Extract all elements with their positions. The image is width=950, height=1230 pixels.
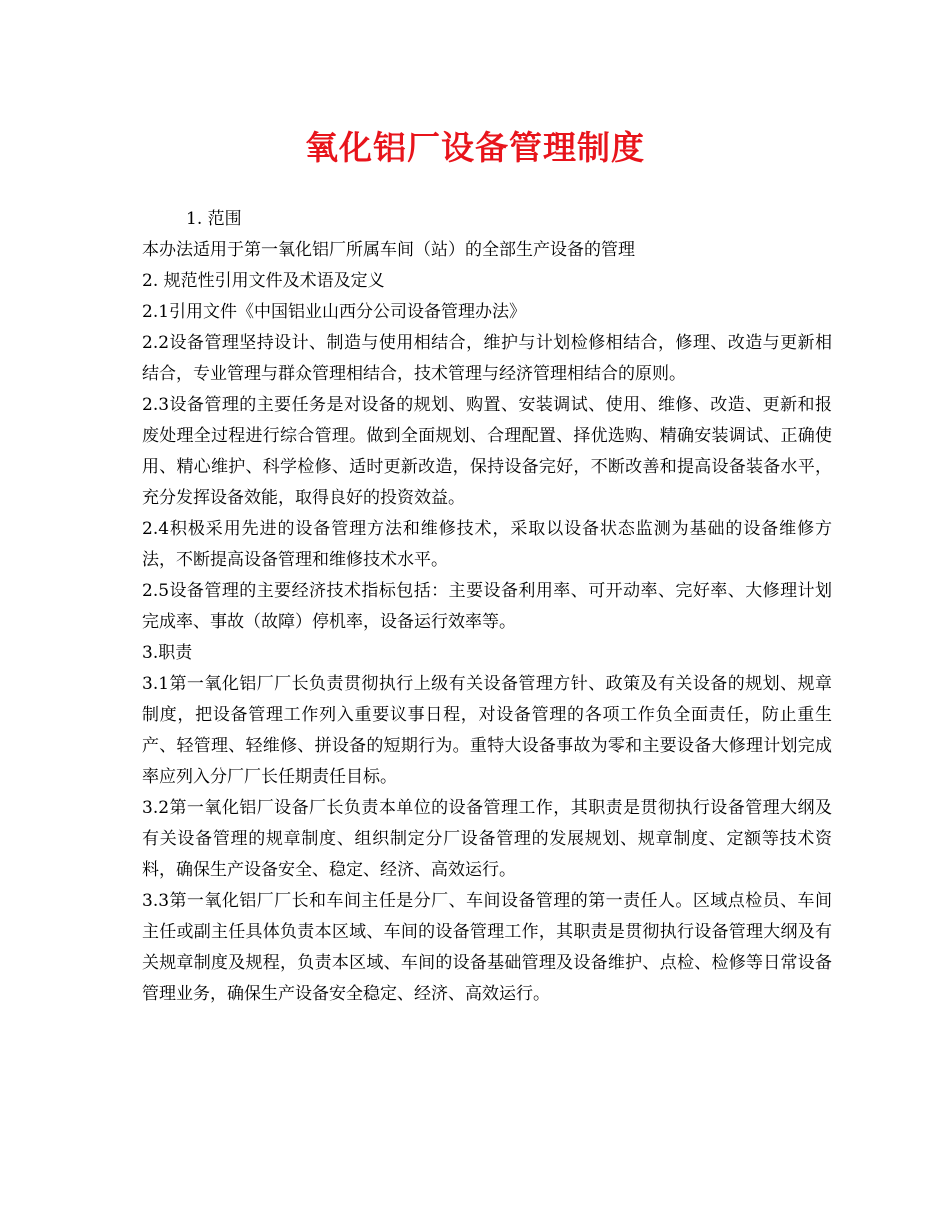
section-heading-scope: 1. 范围: [186, 209, 242, 229]
paragraph: 3.1第一氧化铝厂厂长负责贯彻执行上级有关设备管理方针、政策及有关设备的规划、规章制度，把设备管理工作列入重要议事日程，对设备管理的各项工作负全面责任，防止重生产、轻管理、轻维修、拼设备的短期行为。重特大设备事故为零和主要设备大修理计划完成率应列入分厂厂长任期责任目标。: [142, 674, 832, 787]
paragraph: 2.3设备管理的主要任务是对设备的规划、购置、安装调试、使用、维修、改造、更新和报废处理全过程进行综合管理。做到全面规划、合理配置、择优选购、精确安装调试、正确使用、精心维护、科学检修、适时更新改造，保持设备完好，不断改善和提高设备装备水平，充分发挥设备效能，取得良好的投资效益。: [142, 395, 832, 508]
document-title: 氧化铝厂设备管理制度: [305, 128, 645, 167]
document-body: [142, 204, 832, 1010]
paragraph: 3.3第一氧化铝厂厂长和车间主任是分厂、车间设备管理的第一责任人。区域点检员、车间主任或副主任具体负责本区域、车间的设备管理工作，其职责是贯彻执行设备管理大纲及有关规章制度及规程，负责本区域、车间的设备基础管理及设备维护、点检、检修等日常设备管理业务，确保生产设备安全稳定、经济、高效运行。: [142, 891, 832, 1004]
paragraph: 2.1引用文件《中国铝业山西分公司设备管理办法》: [142, 302, 527, 322]
section-heading-references: 2. 规范性引用文件及术语及定义: [142, 271, 385, 291]
section-heading-duties: 3.职责: [142, 643, 193, 663]
paragraph: 2.2设备管理坚持设计、制造与使用相结合，维护与计划检修相结合，修理、改造与更新相结合，专业管理与群众管理相结合，技术管理与经济管理相结合的原则。: [142, 333, 832, 384]
paragraph: 2.5设备管理的主要经济技术指标包括：主要设备利用率、可开动率、完好率、大修理计划完成率、事故（故障）停机率，设备运行效率等。: [142, 581, 832, 632]
paragraph: 2.4积极采用先进的设备管理方法和维修技术，采取以设备状态监测为基础的设备维修方法，不断提高设备管理和维修技术水平。: [142, 519, 832, 570]
paragraph: 本办法适用于第一氧化铝厂所属车间（站）的全部生产设备的管理: [142, 240, 635, 260]
paragraph: 3.2第一氧化铝厂设备厂长负责本单位的设备管理工作，其职责是贯彻执行设备管理大纲及有关设备管理的规章制度、组织制定分厂设备管理的发展规划、规章制度、定额等技术资料，确保生产设备安全、稳定、经济、高效运行。: [142, 798, 832, 880]
